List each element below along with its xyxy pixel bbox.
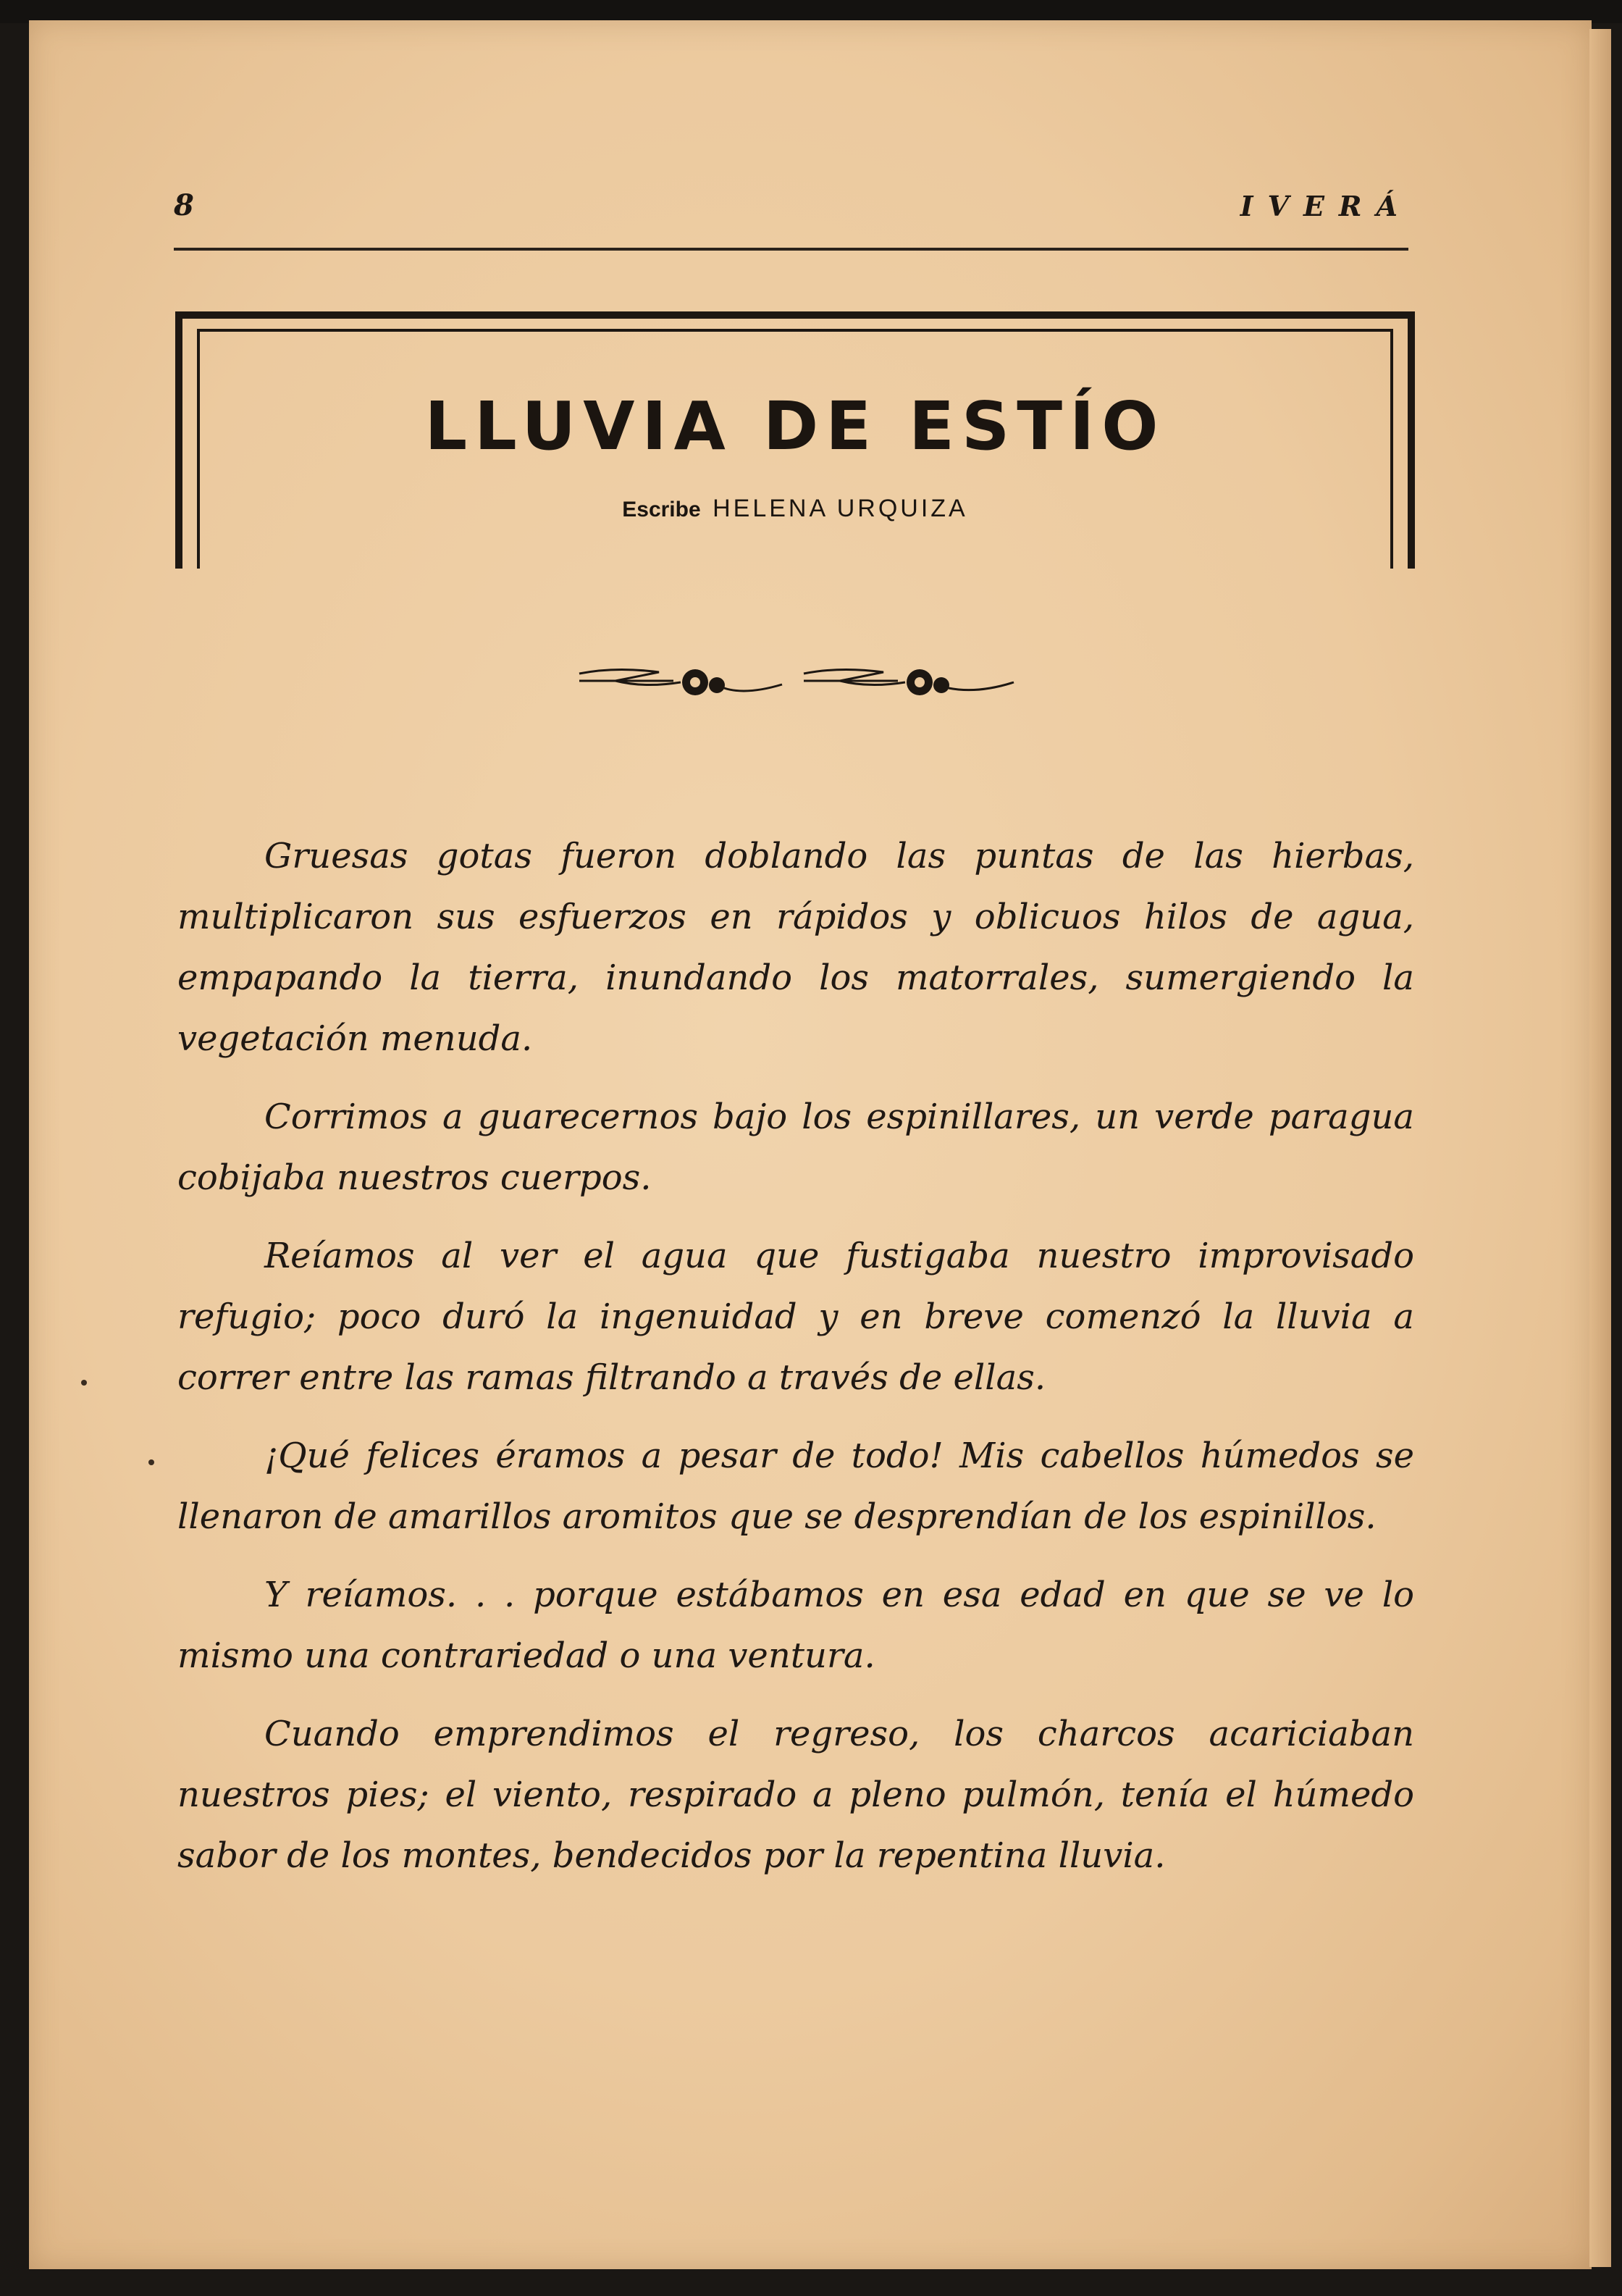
ornament-left-stroke: [579, 669, 681, 684]
ornament-left-bud: [709, 677, 725, 693]
ornament-left-rose-center: [690, 677, 700, 687]
floral-ornament-icon: [572, 652, 1021, 710]
paragraph: Corrimos a guarecernos bajo los espinillares, un verde paragua cobijaba nuestros cuerpos.: [177, 1097, 1414, 1198]
paragraph: ¡Qué felices éramos a pesar de todo! Mis cabellos húmedos se llenaron de amarillos aromitos que se desprendían de los espinillos.: [177, 1436, 1414, 1537]
article-body: [177, 826, 1414, 1903]
header-rule: [174, 248, 1408, 251]
journal-name: IVERÁ: [1240, 190, 1412, 222]
ornament-right-tail: [949, 682, 1014, 690]
ornament-right-bud: [933, 677, 949, 693]
ornament-right-stroke: [804, 669, 905, 684]
article-title: LLUVIA DE ESTÍO: [424, 387, 1166, 465]
ink-speck: [148, 1459, 154, 1465]
author-name: HELENA URQUIZA: [713, 495, 968, 522]
byline-prefix: Escribe: [622, 498, 701, 521]
paragraph: Gruesas gotas fueron doblando las puntas de las hierbas, multiplicaron sus esfuerzos en rápidos y oblicuos hilos de agua, empapando la tierra, inundando los matorrales, sumergiendo la vegetación menuda.: [177, 836, 1414, 1059]
ornament-left-tail: [724, 684, 782, 691]
ornament-right-rose-center: [915, 677, 925, 687]
paragraph: Y reíamos. . . porque estábamos en esa edad en que se ve lo mismo una contrariedad o una ventura.: [177, 1575, 1414, 1676]
title-frame: [175, 311, 1415, 569]
page-number: 8: [174, 188, 194, 222]
paragraph: Cuando emprendimos el regreso, los charcos acariciaban nuestros pies; el viento, respirado a pleno pulmón, tenía el húmedo sabor de los montes, bendecidos por la repentina lluvia.: [177, 1714, 1414, 1876]
paragraph: Reíamos al ver el agua que fustigaba nuestro improvisado refugio; poco duró la ingenuidad y en breve comenzó la lluvia a correr entre las ramas filtrando a través de ellas.: [177, 1236, 1414, 1398]
ink-speck: [81, 1380, 87, 1386]
byline: [182, 495, 1408, 523]
paper-right-edge: [1589, 29, 1611, 2267]
